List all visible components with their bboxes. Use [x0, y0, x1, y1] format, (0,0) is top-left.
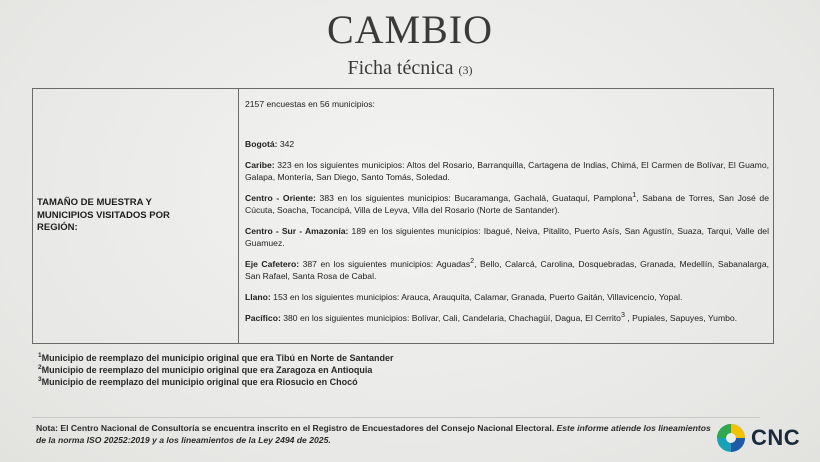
- sample-table: [32, 88, 774, 344]
- table-divider: [238, 89, 239, 343]
- region-text-cont: , Pupiales, Sapuyes, Yumbo.: [624, 313, 738, 323]
- cnc-logo: [716, 421, 808, 455]
- note-text: Nota: El Centro Nacional de Consultoría se encuentra inscrito en el Registro de Encuestadores del Consejo Nacional Electoral.: [36, 423, 555, 433]
- table-content: [245, 98, 769, 324]
- region-text: 380 en los siguientes municipios: Bolívar, Cali, Candelaria, Chachagüí, Dagua, El Cerrito: [280, 313, 621, 323]
- footnote-text: Municipio de reemplazo del municipio original que era Tibú en Norte de Santander: [41, 353, 394, 363]
- footnote-number: 3: [38, 376, 42, 383]
- footnote-ref: 3: [620, 311, 625, 320]
- table-label-cell: [33, 89, 238, 343]
- region-name: Llano:: [245, 292, 271, 302]
- footnote-text: Municipio de reemplazo del municipio original que era Zaragoza en Antioquia: [41, 365, 373, 375]
- region-name: Eje Cafetero:: [245, 259, 300, 269]
- region-name: Centro - Sur - Amazonía:: [245, 226, 349, 236]
- region-text-cont: , Sabana de Torres, San José de Cúcuta, Soacha, Tocancipá, Villa de Leyva, Villa del Rosario (Norte de Santander).: [245, 193, 769, 215]
- footnote-item: [38, 376, 394, 388]
- region-text: 189 en los siguientes municipios: Ibagué, Neiva, Pitalito, Puerto Asís, San Agustín, Suaza, Tarqui, Valle del Guamuez.: [245, 226, 769, 248]
- region-name: Caribe:: [245, 160, 275, 170]
- footer-note: [36, 422, 716, 446]
- region-caribe: [245, 159, 769, 183]
- footnote-text: Municipio de reemplazo del municipio original que era Riosucio en Chocó: [41, 377, 358, 387]
- region-text: 387 en los siguientes municipios: Aguadas: [299, 259, 471, 269]
- region-centro-sur-amazonia: [245, 225, 769, 249]
- note-text-italic: Este informe atiende los lineamientos de la norma ISO 20252:2019 y a los lineamientos de la Ley 2494 de 2025.: [36, 423, 711, 445]
- page-subtitle: [0, 56, 820, 82]
- subtitle-number: (3): [458, 63, 473, 77]
- footnote-number: 1: [38, 352, 42, 359]
- region-text: 342: [277, 139, 295, 149]
- region-name: Bogotá:: [245, 139, 278, 149]
- footnote-item: [38, 364, 394, 376]
- cnc-logo-text: CNC: [751, 425, 801, 450]
- footnote-item: [38, 352, 394, 364]
- region-centro-oriente: [245, 192, 769, 216]
- region-text: 323 en los siguientes municipios: Altos del Rosario, Barranquilla, Cartagena de Indias, Chimá, El Carmen de Bolívar, El Guamo, Galapa, Montería, San Diego, Santo Tomás, Soledad.: [245, 160, 769, 182]
- footnotes: [38, 352, 394, 388]
- region-eje-cafetero: [245, 258, 769, 282]
- survey-intro: 2157 encuestas en 56 municipios:: [245, 99, 375, 109]
- region-llano: [245, 291, 769, 303]
- region-pacifico: [245, 312, 769, 324]
- region-text-cont: , Bello, Calarcá, Carolina, Dosquebradas, Granada, Medellín, Sabanalarga, San Rafael, Santa Rosa de Cabal.: [245, 259, 770, 281]
- region-bogota: [245, 138, 769, 150]
- footnote-ref: 2: [470, 257, 475, 266]
- cnc-logo-mark: [716, 423, 746, 453]
- region-name: Pacífico:: [245, 313, 281, 323]
- region-name: Centro - Oriente:: [245, 193, 316, 203]
- table-label: TAMAÑO DE MUESTRA Y MUNICIPIOS VISITADOS POR REGIÓN:: [37, 197, 170, 234]
- footnote-ref: 1: [632, 191, 637, 200]
- footer-rule: [32, 417, 760, 418]
- region-text: 383 en los siguientes municipios: Bucaramanga, Gachalá, Guataquí, Pamplona: [315, 193, 633, 203]
- page-title: CAMBIO: [326, 7, 494, 52]
- subtitle-text: Ficha técnica: [347, 57, 454, 79]
- footnote-number: 2: [38, 364, 42, 371]
- region-text: 153 en los siguientes municipios: Arauca, Arauquita, Calamar, Granada, Puerto Gaitán, Villavicencio, Yopal.: [270, 292, 683, 302]
